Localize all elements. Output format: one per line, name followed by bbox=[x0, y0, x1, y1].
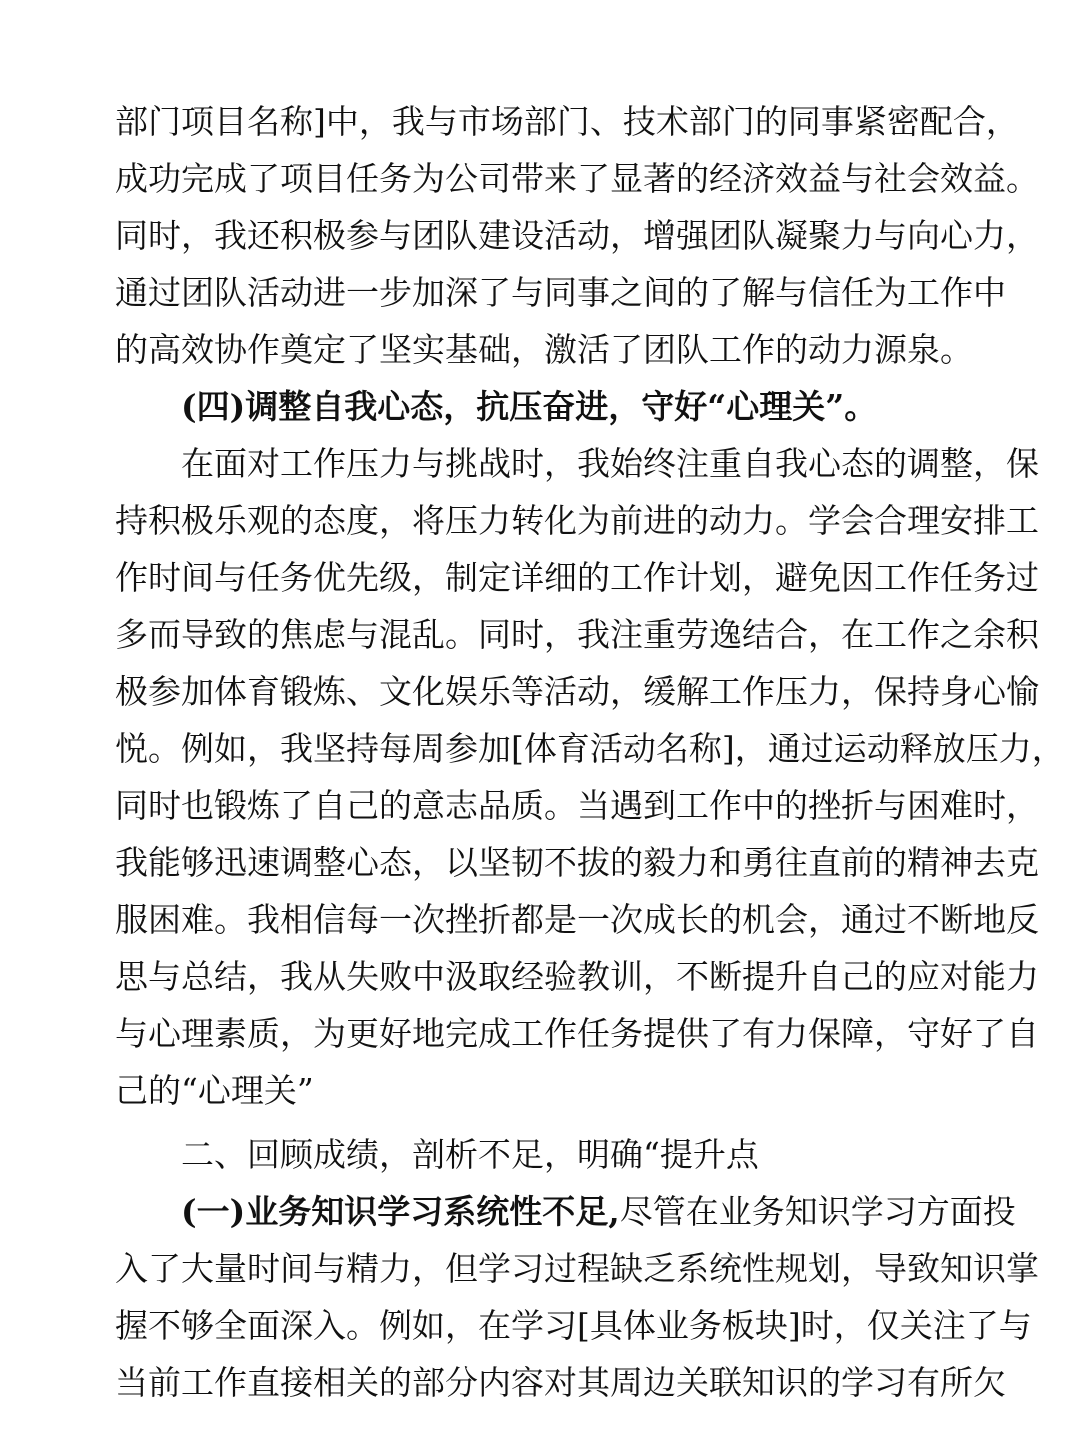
text-line: 部门项目名称]中，我与市场部门、技术部门的同事紧密配合， bbox=[115, 102, 1019, 141]
text-line: 多而导致的焦虑与混乱。同时，我注重劳逸结合，在工作之余积 bbox=[115, 615, 1039, 654]
text-line: 与心理素质，为更好地完成工作任务提供了有力保障，守好了自 bbox=[115, 1014, 1039, 1053]
text-line: 通过团队活动进一步加深了与同事之间的了解与信任为工作中 bbox=[115, 273, 1006, 312]
text-line: 思与总结，我从失败中汲取经验教训，不断提升自己的应对能力 bbox=[115, 957, 1039, 996]
section-heading-two: 二、回顾成绩，剖析不足，明确“提升点 bbox=[181, 1135, 759, 1174]
text-line: 同时也锻炼了自己的意志品质。当遇到工作中的挫折与困难时， bbox=[115, 786, 1039, 825]
text-line: 作时间与任务优先级，制定详细的工作计划，避免因工作任务过 bbox=[115, 558, 1039, 597]
subheading-one: (一)业务知识学习系统性不足, bbox=[181, 1192, 620, 1231]
paragraph-knowledge-gap bbox=[115, 1183, 1039, 1411]
text-span: 尽管在业务知识学习方面投 bbox=[619, 1192, 1016, 1231]
text-line: 持积极乐观的态度，将压力转化为前进的动力。学会合理安排工 bbox=[115, 501, 1039, 540]
text-line: 极参加体育锻炼、文化娱乐等活动，缓解工作压力，保持身心愉 bbox=[115, 672, 1039, 711]
text-line: 同时，我还积极参与团队建设活动，增强团队凝聚力与向心力， bbox=[115, 216, 1039, 255]
text-line: 悦。例如，我坚持每周参加[体育活动名称]，通过运动释放压力， bbox=[115, 729, 1065, 768]
text-line: 服困难。我相信每一次挫折都是一次成长的机会，通过不断地反 bbox=[115, 900, 1039, 939]
subheading-four: (四)调整自我心态，抗压奋进，守好“心理关”。 bbox=[181, 387, 878, 426]
text-line: 的高效协作奠定了坚实基础，激活了团队工作的动力源泉。 bbox=[115, 330, 973, 369]
text-line: 在面对工作压力与挑战时，我始终注重自我心态的调整，保 bbox=[181, 444, 1039, 483]
text-line: 我能够迅速调整心态，以坚韧不拔的毅力和勇往直前的精神去克 bbox=[115, 843, 1039, 882]
text-line: 成功完成了项目任务为公司带来了显著的经济效益与社会效益。 bbox=[115, 159, 1039, 198]
paragraph-team-collaboration bbox=[115, 93, 1039, 378]
text-line: 入了大量时间与精力，但学习过程缺乏系统性规划，导致知识掌 bbox=[115, 1249, 1039, 1288]
text-line bbox=[115, 1183, 1016, 1240]
text-line: 握不够全面深入。例如，在学习[具体业务板块]时，仅关注了与 bbox=[115, 1306, 1032, 1345]
document-page bbox=[115, 93, 1065, 1411]
text-line: 己的“心理关” bbox=[115, 1071, 314, 1110]
paragraph-mindset bbox=[115, 435, 1065, 1119]
text-line: 当前工作直接相关的部分内容对其周边关联知识的学习有所欠 bbox=[115, 1363, 1006, 1402]
